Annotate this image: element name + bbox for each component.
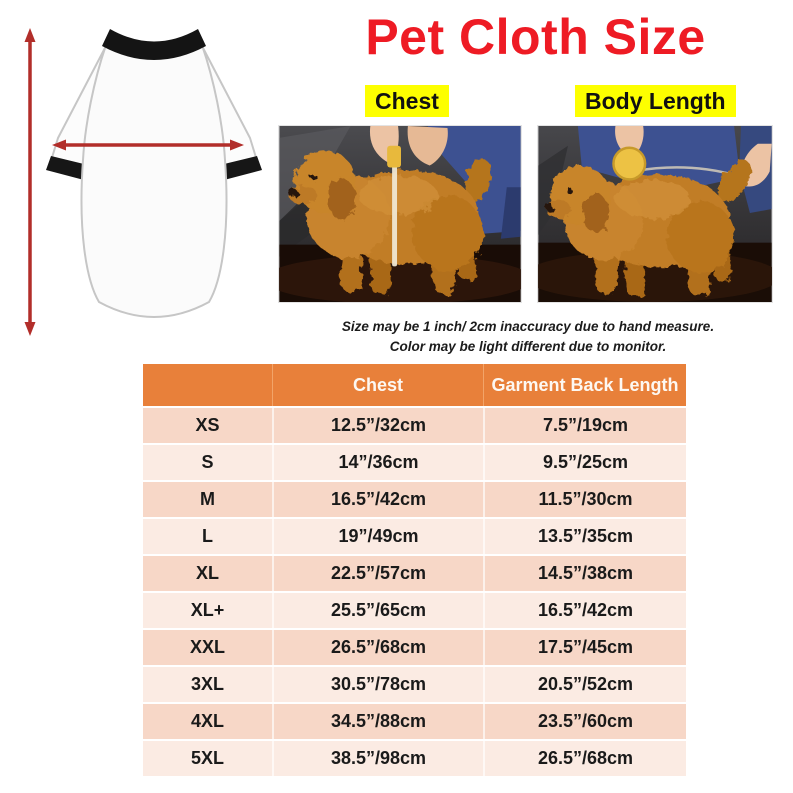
- back-length-cell: 16.5”/42cm: [483, 593, 686, 628]
- table-row: [143, 408, 686, 443]
- shirt-diagram: [6, 8, 268, 340]
- size-cell: XL: [143, 556, 272, 591]
- chest-cell: 38.5”/98cm: [272, 741, 483, 776]
- size-table: [143, 362, 686, 778]
- body-length-measure-photo: [537, 125, 773, 303]
- size-note-line2: Color may be light different due to monitor.: [389, 339, 667, 354]
- back-length-cell: 9.5”/25cm: [483, 445, 686, 480]
- tape-measure-case: [387, 146, 401, 168]
- chest-cell: 25.5”/65cm: [272, 593, 483, 628]
- table-header-row: [143, 364, 686, 406]
- page-title: Pet Cloth Size: [365, 9, 706, 65]
- table-row: [143, 556, 686, 591]
- table-row: [143, 741, 686, 776]
- size-cell: 4XL: [143, 704, 272, 739]
- back-length-cell: 26.5”/68cm: [483, 741, 686, 776]
- pet-tshirt-illustration: [6, 8, 268, 340]
- chest-cell: 26.5”/68cm: [272, 630, 483, 665]
- back-length-cell: 17.5”/45cm: [483, 630, 686, 665]
- size-cell: XS: [143, 408, 272, 443]
- chest-cell: 34.5”/88cm: [272, 704, 483, 739]
- table-row: [143, 667, 686, 702]
- back-length-cell: 7.5”/19cm: [483, 408, 686, 443]
- size-note-line1: Size may be 1 inch/ 2cm inaccuracy due to hand measure.: [341, 319, 715, 334]
- size-cell: XXL: [143, 630, 272, 665]
- chest-cell: 12.5”/32cm: [272, 408, 483, 443]
- table-row: [143, 704, 686, 739]
- table-row: [143, 630, 686, 665]
- table-row: [143, 519, 686, 554]
- back-length-cell: 11.5”/30cm: [483, 482, 686, 517]
- size-cell: XL+: [143, 593, 272, 628]
- body-length-label: Body Length: [575, 85, 736, 117]
- chest-measure-photo-image: [279, 126, 521, 302]
- chest-cell: 16.5”/42cm: [272, 482, 483, 517]
- table-row: [143, 593, 686, 628]
- body-length-arrow: [25, 28, 36, 336]
- shirt-body: [81, 45, 226, 317]
- table-row: [143, 445, 686, 480]
- measuring-tape: [392, 156, 397, 267]
- back-length-cell: 14.5”/38cm: [483, 556, 686, 591]
- size-cell: M: [143, 482, 272, 517]
- chest-label: Chest: [365, 85, 449, 117]
- back-length-cell: 13.5”/35cm: [483, 519, 686, 554]
- chest-cell: 22.5”/57cm: [272, 556, 483, 591]
- size-column-header: [143, 364, 272, 406]
- size-note: [278, 317, 778, 357]
- size-cell: S: [143, 445, 272, 480]
- body-length-measure-photo-image: [538, 126, 772, 302]
- size-cell: L: [143, 519, 272, 554]
- chest-cell: 30.5”/78cm: [272, 667, 483, 702]
- size-cell: 5XL: [143, 741, 272, 776]
- table-row: [143, 482, 686, 517]
- chest-cell: 14”/36cm: [272, 445, 483, 480]
- size-cell: 3XL: [143, 667, 272, 702]
- back-length-column-header: Garment Back Length: [483, 364, 686, 406]
- chest-measure-photo: [278, 125, 522, 303]
- chest-column-header: Chest: [272, 364, 483, 406]
- chest-cell: 19”/49cm: [272, 519, 483, 554]
- back-length-cell: 23.5”/60cm: [483, 704, 686, 739]
- back-length-cell: 20.5”/52cm: [483, 667, 686, 702]
